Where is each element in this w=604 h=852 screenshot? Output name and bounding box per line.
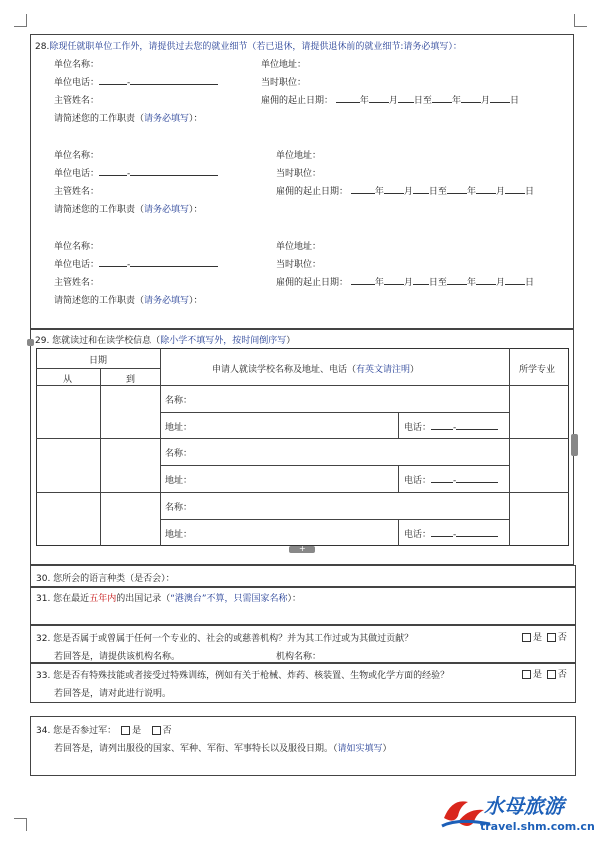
school-1-name-label: 名称： — [165, 396, 193, 406]
school-3-name-label: 名称： — [165, 503, 193, 513]
s32-no-checkbox[interactable] — [547, 633, 556, 642]
section-32-followup: 若回答是，请提供该机构名称。 — [54, 652, 181, 662]
section-33-followup: 若回答是，请对此进行说明。 — [54, 689, 172, 699]
school-2-phone: 电话： - — [404, 473, 498, 486]
entry-1-duty: 请简述您的工作职责（请务必填写）： — [54, 114, 203, 124]
entry-1-supervisor: 主管姓名： — [54, 96, 100, 106]
col-to-header: 到 — [126, 375, 136, 385]
section-30-text: 30. 您所会的语言种类（是否会）： — [36, 574, 175, 584]
section-29-title: 29. 您就读过和在读学校信息（除小学不填写外，按时间倒序写） — [35, 336, 296, 346]
entry-3-unit-name: 单位名称： — [54, 242, 100, 252]
entry-2-position: 当时职位： — [276, 169, 322, 179]
section-31-text: 31. 您在最近五年内的出国记录（“港澳台”不算，只需国家名称）： — [36, 594, 302, 604]
school-3-addr-label: 地址： — [165, 530, 193, 540]
entry-1-unit-phone: 单位电话： - — [54, 75, 218, 88]
entry-3-supervisor: 主管姓名： — [54, 278, 100, 288]
entry-2-employ-dates: 雇佣的起止日期： 年 月 日至 年 月 日 — [276, 184, 534, 197]
watermark-url: travel.shm.com.cn — [480, 820, 595, 833]
col-school-header: 申请人就读学校名称及地址、电话（有英文请注明） — [212, 365, 420, 375]
education-table — [36, 348, 569, 546]
col-from-header: 从 — [63, 375, 73, 385]
section-33-question: 33. 您是否有特殊技能或者接受过特殊训练，例如有关于枪械、炸药、核装置、生物或化学方面的经验？ — [36, 671, 450, 681]
table-resize-handle-right[interactable] — [571, 434, 578, 456]
page-corner-bottom-left — [14, 818, 27, 831]
school-3-phone: 电话： - — [404, 527, 498, 540]
entry-1-unit-addr: 单位地址： — [261, 60, 307, 70]
section-32-question: 32. 您是否属于或曾属于任何一个专业的、社会的或慈善机构？并为其工作过或为其做过贡献？ — [36, 634, 414, 644]
watermark-brand: 水母旅游 — [484, 794, 564, 818]
page-corner-top-right — [574, 14, 587, 27]
section-28-title: 28.除现任就职单位工作外，请提供过去您的就业细节（若已退休，请提供退休前的就业细节:请务必填写）： — [35, 42, 462, 52]
table-move-handle[interactable] — [27, 339, 34, 346]
entry-3-employ-dates: 雇佣的起止日期： 年 月 日至 年 月 日 — [276, 275, 534, 288]
entry-2-unit-addr: 单位地址： — [276, 151, 322, 161]
section-34-question: 34. 您是否参过军： 是 否 — [36, 726, 172, 736]
section-32-yes-no: 是 否 — [520, 630, 567, 643]
school-2-addr-label: 地址： — [165, 476, 193, 486]
page-corner-top-left — [14, 14, 27, 27]
school-2-name-label: 名称： — [165, 449, 193, 459]
s32-yes-checkbox[interactable] — [522, 633, 531, 642]
s34-no-checkbox[interactable] — [152, 726, 161, 735]
entry-1-employ-dates: 雇佣的起止日期： 年 月 日至 年 月 日 — [261, 93, 519, 106]
col-major-header: 所学专业 — [519, 365, 556, 375]
add-row-plus-icon[interactable]: + — [299, 544, 306, 553]
s33-yes-checkbox[interactable] — [522, 670, 531, 679]
section-33-yes-no: 是 否 — [520, 667, 567, 680]
entry-3-unit-phone: 单位电话： - — [54, 257, 218, 270]
col-date-header: 日期 — [89, 356, 108, 366]
entry-1-position: 当时职位： — [261, 78, 307, 88]
entry-3-unit-addr: 单位地址： — [276, 242, 322, 252]
entry-2-supervisor: 主管姓名： — [54, 187, 100, 197]
entry-2-unit-name: 单位名称： — [54, 151, 100, 161]
entry-3-position: 当时职位： — [276, 260, 322, 270]
s33-no-checkbox[interactable] — [547, 670, 556, 679]
school-1-phone: 电话： - — [404, 420, 498, 433]
entry-1-unit-name: 单位名称： — [54, 60, 100, 70]
section-32-org-label: 机构名称： — [276, 652, 322, 662]
entry-3-duty: 请简述您的工作职责（请务必填写）： — [54, 296, 203, 306]
section-34-followup: 若回答是，请列出服役的国家、军种、军衔、军事特长以及服役日期。（请如实填写） — [54, 744, 392, 754]
entry-2-unit-phone: 单位电话： - — [54, 166, 218, 179]
entry-2-duty: 请简述您的工作职责（请务必填写）： — [54, 205, 203, 215]
s34-yes-checkbox[interactable] — [121, 726, 130, 735]
school-1-addr-label: 地址： — [165, 423, 193, 433]
